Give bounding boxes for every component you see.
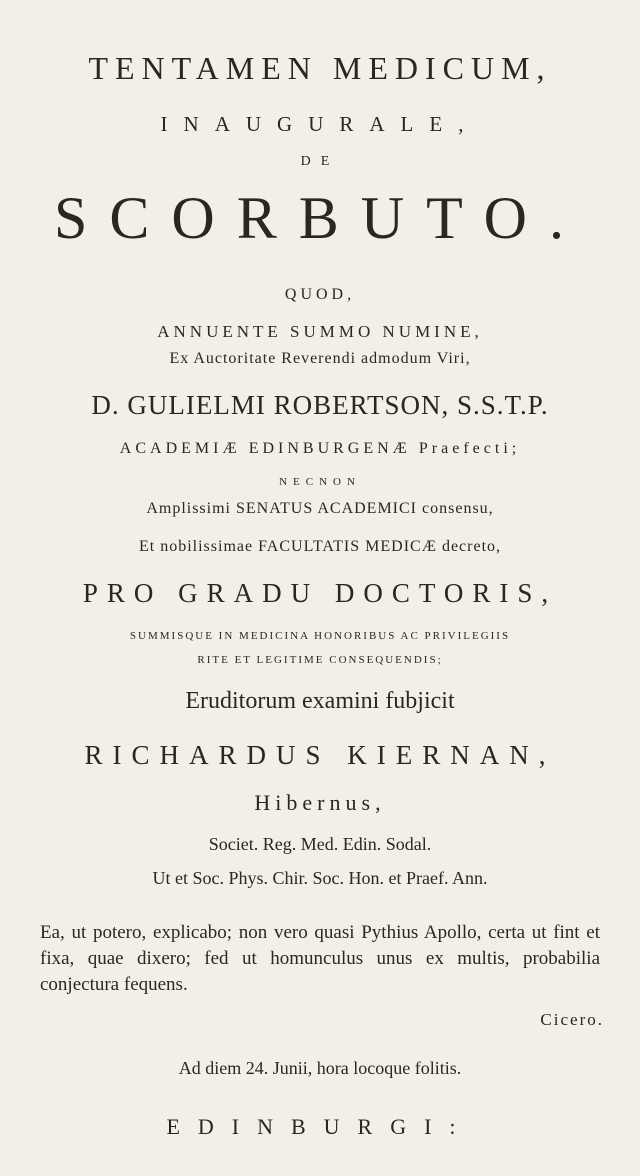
title-de: DE bbox=[300, 154, 340, 169]
auctoritate-line: Ex Auctoritate Reverendi admodum Viri, bbox=[169, 350, 471, 367]
facultatis-line: Et nobilissimae FACULTATIS MEDICÆ decreto, bbox=[138, 538, 502, 555]
academiae-line: ACADEMIÆ EDINBURGENÆ Praefecti; bbox=[119, 440, 521, 457]
epigraph-attribution: Cicero. bbox=[540, 1010, 604, 1029]
author-origin: Hibernus, bbox=[254, 790, 386, 815]
author-name: RICHARDUS KIERNAN, bbox=[84, 740, 556, 770]
date-line: Ad diem 24. Junii, hora locoque folitis. bbox=[178, 1058, 462, 1078]
principal-name: D. GULIELMI ROBERTSON, S.S.T.P. bbox=[91, 390, 549, 420]
examini-line: Eruditorum examini fubjicit bbox=[185, 688, 455, 714]
necnon-line: NECNON bbox=[279, 476, 361, 488]
annuente-line: ANNUENTE SUMMO NUMINE, bbox=[157, 322, 483, 341]
title-tentamen-medicum: TENTAMEN MEDICUM, bbox=[88, 50, 552, 86]
quod-line: QUOD, bbox=[284, 286, 356, 303]
summisque-line: SUMMISQUE IN MEDICINA HONORIBUS AC PRIVILEGIIS bbox=[129, 630, 511, 642]
epigraph-text: Ea, ut potero, explicabo; non vero quasi Pythius Apollo, certa ut fint et fixa, quae dixero; fed ut homunculus unus ex multis, probabilia conjectura fequens. bbox=[40, 922, 600, 995]
senatus-line: Amplissimi SENATUS ACADEMICI consensu, bbox=[146, 500, 494, 517]
title-scorbuto: SCORBUTO. bbox=[54, 185, 586, 251]
pro-gradu-line: PRO GRADU DOCTORIS, bbox=[82, 578, 558, 608]
rite-line: RITE ET LEGITIME CONSEQUENDIS; bbox=[197, 654, 443, 666]
author-societies-2: Ut et Soc. Phys. Chir. Soc. Hon. et Praef. Ann. bbox=[152, 868, 488, 888]
title-inaugurale: INAUGURALE, bbox=[160, 112, 480, 136]
imprint-city: EDINBURGI: bbox=[166, 1114, 474, 1139]
author-societies-1: Societ. Reg. Med. Edin. Sodal. bbox=[208, 834, 432, 854]
